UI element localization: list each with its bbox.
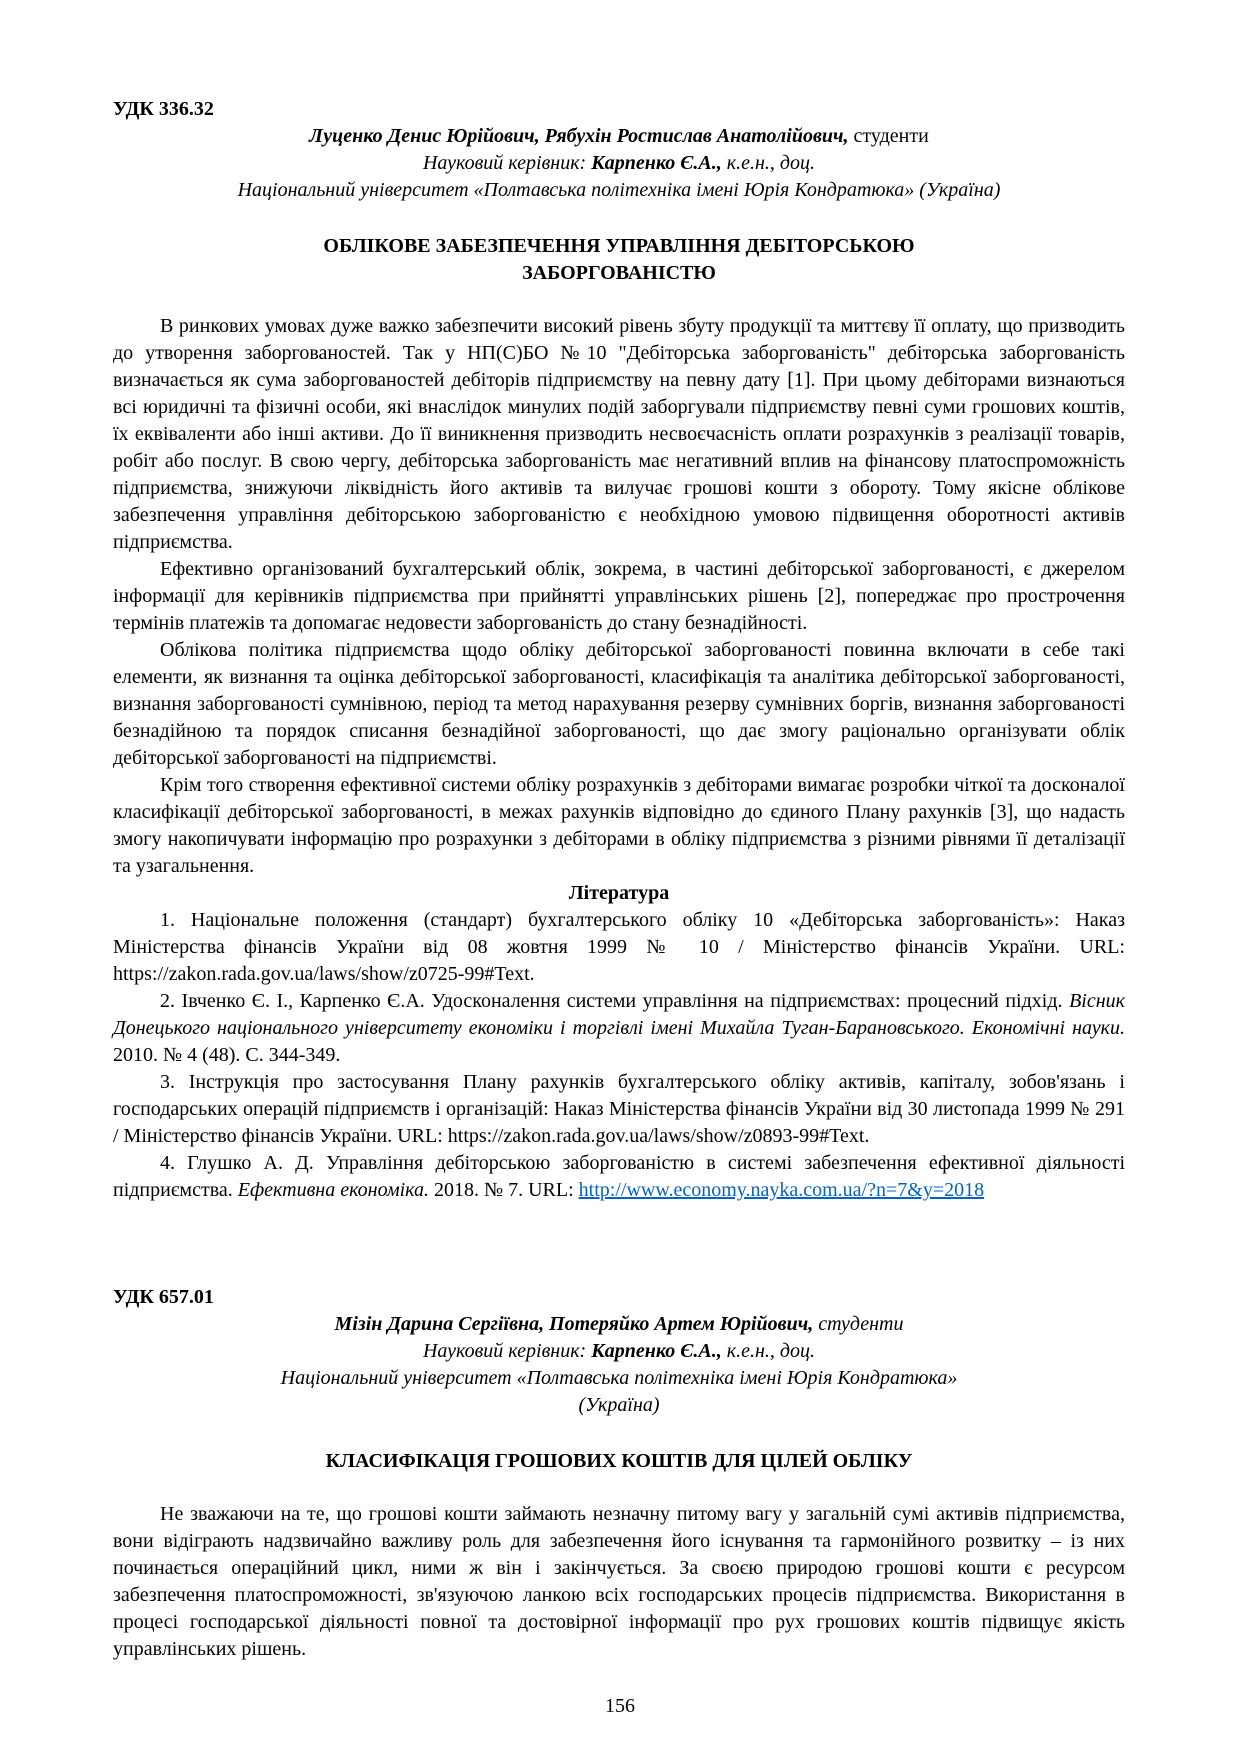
supervisor-line-2 [113,1338,1125,1365]
body-paragraph: Крім того створення ефективної системи обліку розрахунків з дебіторами вимагає розробки чіткої та досконалої класифікації дебіторської заборгованості, в межах рахунків відповідно до єдиного Плану рахунків [3], що надасть змогу накопичувати інформацію про розрахунки з дебіторами в обліку підприємства з різними рівнями її деталізації та узагальнення. [113,774,1125,877]
reference-text: 4. Глушко А. Д. Управління дебіторською заборгованістю в системі забезпечення ефективної діяльності підприємства. [113,1152,1125,1201]
article-title-1: ОБЛІКОВЕ ЗАБЕЗПЕЧЕННЯ УПРАВЛІННЯ ДЕБІТОРСЬКОЮ ЗАБОРГОВАНІСТЮ [323,235,915,284]
reference-text: 2010. № 4 (48). С. 344-349. [113,1044,341,1066]
supervisor-degree: к.е.н., доц. [721,152,816,174]
reference-item: 1. Національне положення (стандарт) бухгалтерського обліку 10 «Дебіторська заборгованість»: Наказ Міністерства фінансів України від 08 жовтня 1999 № 10 / Міністерство фінансів України. URL: https://zakon.rada.gov.ua/laws/show/z0725-99#Text. [113,909,1125,985]
body-paragraph: Не зважаючи на те, що грошові кошти займають незначну питому вагу у загальній сумі активів підприємства, вони відіграють надзвичайно важливу роль для забезпечення його існування та гармонійного розвитку – із них починається операційний цикл, ними ж він і закінчується. За своєю природою грошові кошти є ресурсом забезпечення платоспроможності, зв'язуючою ланкою всіх господарських процесів підприємства. Використання в процесі господарської діяльності повної та достовірної інформації про рух грошових коштів підвищує якість управлінських рішень. [113,1503,1125,1660]
udk-code-2: УДК 657.01 [113,1286,214,1308]
body-paragraph: Облікова політика підприємства щодо обліку дебіторської заборгованості повинна включати в себе такі елементи, як визнання та оцінка дебіторської заборгованості, класифікація та аналітика дебіторської заборгованості, визнання заборгованості сумнівною, період та метод нарахування резерву сумнівних боргів, визнання заборгованості безнадійною та порядок списання безнадійної заборгованості, що дає змогу раціонально організувати облік дебіторської заборгованості на підприємстві. [113,639,1125,769]
supervisor-name: Карпенко Є.А., [591,152,722,174]
body-paragraph: В ринкових умовах дуже важко забезпечити високий рівень збуту продукції та миттєву її оплату, що призводить до утворення заборгованостей. Так у НП(С)БО №10 "Дебіторська заборгованість" дебіторська заборгованість визначається як сума заборгованостей дебіторів підприємству на певну дату [1]. При цьому дебіторами визнаються всі юридичні та фізичні особи, які внаслідок минулих подій заборгували підприємству певні суми грошових коштів, їх еквіваленти або інші активи. До її виникнення призводить несвоєчасність оплати розрахунків з реалізації товарів, робіт або послуг. В свою чергу, дебіторська заборгованість має негативний вплив на фінансову платоспроможність підприємства, знижуючи ліквідність його активів та вилучає грошові кошти з обороту. Тому якісне облікове забезпечення управління дебіторською заборгованістю є необхідною умовою підвищення оборотності активів підприємства. [113,315,1125,553]
supervisor-name: Карпенко Є.А., [591,1340,722,1362]
supervisor-line-1 [113,150,1125,177]
authors-names: Мізін Дарина Сергіївна, Потеряйко Артем Юрійович, [334,1313,814,1335]
supervisor-label: Науковий керівник: [422,1340,592,1362]
reference-item [113,988,1125,1069]
authors-names: Луценко Денис Юрійович, Рябухін Ростислав Анатолійович, [309,125,849,147]
authors-line-2 [113,1311,1125,1338]
article-title-2: КЛАСИФІКАЦІЯ ГРОШОВИХ КОШТІВ ДЛЯ ЦІЛЕЙ ОБЛІКУ [325,1450,913,1472]
reference-link[interactable]: http://www.economy.nayka.com.ua/?n=7&y=2018 [578,1179,985,1201]
authors-role: студенти [813,1313,904,1335]
authors-role: студенти [848,125,929,147]
affiliation-2-line1: Національний університет «Полтавська політехніка імені Юрія Кондратюка» [280,1367,958,1389]
article-1 [113,96,1125,1204]
supervisor-degree: к.е.н., доц. [721,1340,816,1362]
supervisor-label: Науковий керівник: [422,152,592,174]
body-paragraph: Ефективно організований бухгалтерський облік, зокрема, в частині дебіторської заборгованості, є джерелом інформації для керівників підприємства при прийнятті управлінських рішень [2], попереджає про прострочення термінів платежів та допомагає недовести заборгованість до стану безнадійності. [113,558,1125,634]
literature-heading: Література [568,882,670,904]
article-2 [113,1284,1125,1663]
affiliation-2-line2: (Україна) [578,1394,660,1416]
reference-text: 2. Івченко Є. І., Карпенко Є.А. Удосконалення системи управління на підприємствах: процесний підхід. [160,990,1070,1012]
authors-line-1 [113,123,1125,150]
reference-text: 2018. № 7. URL: [429,1179,579,1201]
udk-code-1: УДК 336.32 [113,98,214,120]
affiliation-1: Національний університет «Полтавська політехніка імені Юрія Кондратюка» (Україна) [237,179,1001,201]
reference-item [113,1150,1125,1204]
reference-journal: Ефективна економіка. [237,1179,430,1201]
reference-journal: Вісник Донецького національного університету економіки і торгівлі імені Михайла Туган-Барановського. Економічні науки. [113,990,1125,1039]
page-number: 156 [605,1695,635,1717]
reference-item: 3. Інструкція про застосування Плану рахунків бухгалтерського обліку активів, капіталу, зобов'язань і господарських операцій підприємств і організацій: Наказ Міністерства фінансів України від 30 листопада 1999 № 291 / Міністерство фінансів України. URL: https://zakon.rada.gov.ua/laws/show/z0893-99#Text. [113,1071,1125,1147]
